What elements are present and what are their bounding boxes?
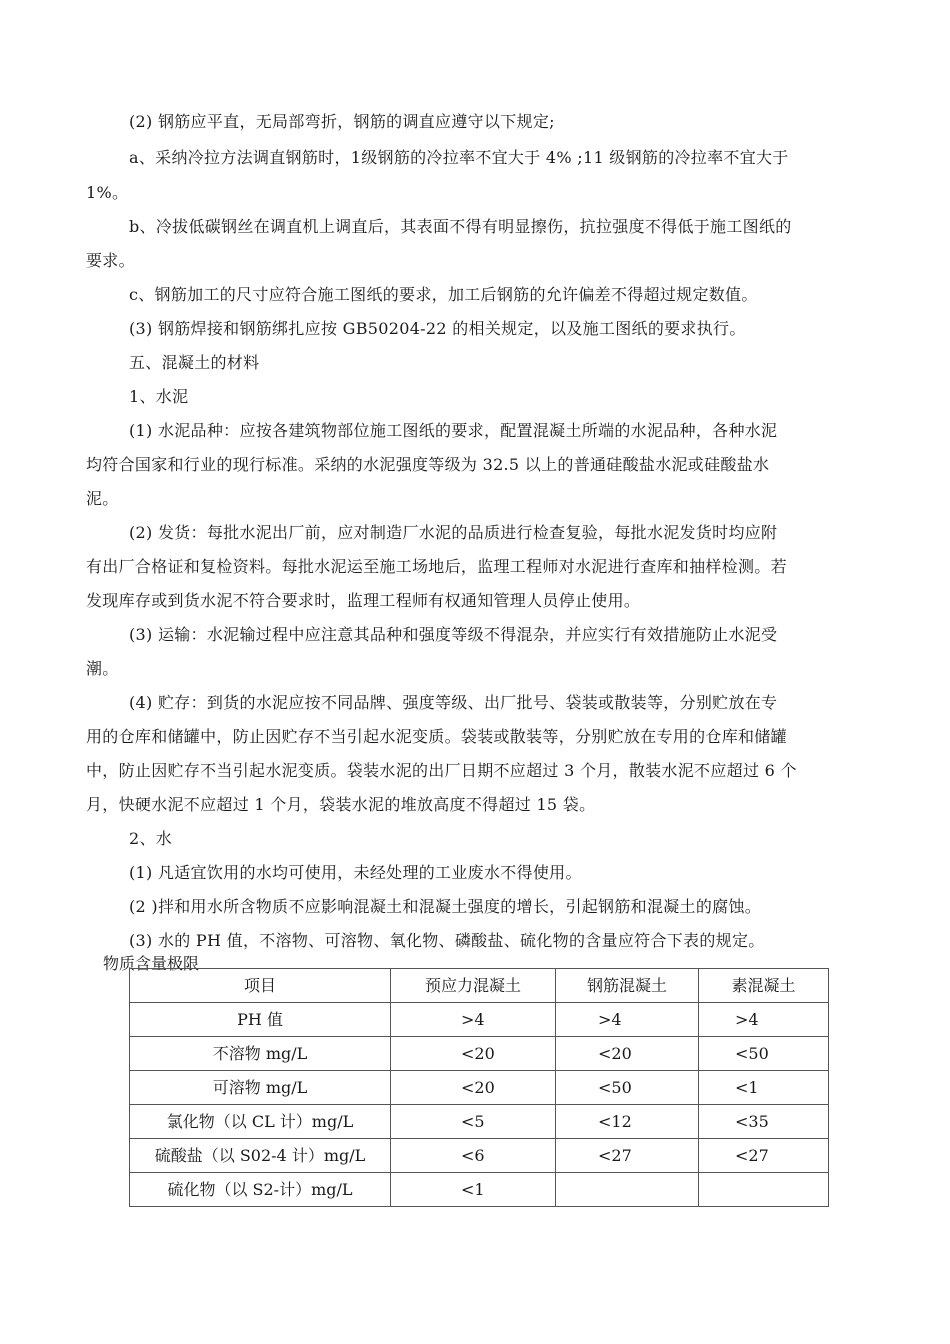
table-cell: <1 [391, 1173, 556, 1207]
paragraph-line: 要求。 [86, 251, 135, 270]
table-cell: <50 [556, 1071, 699, 1105]
subsection-heading: 2、水 [129, 829, 173, 848]
table-cell: <20 [391, 1071, 556, 1105]
table-cell: <27 [699, 1139, 829, 1173]
paragraph-line: (2 )拌和用水所含物质不应影响混凝土和混凝土强度的增长，引起钢筋和混凝土的腐蚀。 [129, 897, 762, 916]
table-cell: 氯化物（以 CL 计）mg/L [130, 1105, 391, 1139]
paragraph-line: 发现库存或到货水泥不符合要求时，监理工程师有权通知管理人员停止使用。 [86, 591, 641, 610]
paragraph-line: (1) 水泥品种：应按各建筑物部位施工图纸的要求，配置混凝土所端的水泥品种，各种水泥 [129, 421, 778, 440]
paragraph-line: 泥。 [86, 489, 119, 508]
table-row [130, 1071, 829, 1105]
subsection-heading: 1、水泥 [129, 387, 189, 406]
paragraph-line: b、冷拔低碳钢丝在调直机上调直后，其表面不得有明显擦伤，抗拉强度不得低于施工图纸的 [129, 217, 792, 236]
paragraph-line: (1) 凡适宜饮用的水均可使用，未经处理的工业废水不得使用。 [129, 863, 582, 882]
paragraph-line: 中，防止因贮存不当引起水泥变质。袋装水泥的出厂日期不应超过 3 个月，散装水泥不应超过 6 个 [86, 761, 797, 780]
table-cell: <1 [699, 1071, 829, 1105]
table-cell: 可溶物 mg/L [130, 1071, 391, 1105]
table-caption: 物质含量极限 [103, 954, 200, 973]
table-cell: >4 [556, 1003, 699, 1037]
table-cell: <50 [699, 1037, 829, 1071]
table-cell: <6 [391, 1139, 556, 1173]
table-cell: 硫化物（以 S2-计）mg/L [130, 1173, 391, 1207]
table-cell: <27 [556, 1139, 699, 1173]
header-cell-item: 项目 [130, 969, 391, 1003]
table-cell: <5 [391, 1105, 556, 1139]
table-cell: 不溶物 mg/L [130, 1037, 391, 1071]
paragraph-line: (2) 钢筋应平直，无局部弯折，钢筋的调直应遵守以下规定; [129, 112, 555, 131]
header-cell-reinforced: 钢筋混凝土 [556, 969, 699, 1003]
header-cell-prestressed: 预应力混凝土 [391, 969, 556, 1003]
paragraph-line: (2) 发货：每批水泥出厂前，应对制造厂水泥的品质进行检查复验，每批水泥发货时均应附 [129, 523, 778, 542]
table-cell [556, 1173, 699, 1207]
table-cell: 硫酸盐（以 S02-4 计）mg/L [130, 1139, 391, 1173]
paragraph-line: (3) 运输：水泥输过程中应注意其品种和强度等级不得混杂，并应实行有效措施防止水泥受 [129, 625, 778, 644]
paragraph-line: 月，快硬水泥不应超过 1 个月，袋装水泥的堆放高度不得超过 15 袋。 [86, 795, 596, 814]
table-cell: <20 [391, 1037, 556, 1071]
paragraph-line: a、采纳冷拉方法调直钢筋时，1级钢筋的冷拉率不宜大于 4% ;11 级钢筋的冷拉率不宜大于 [129, 148, 789, 167]
section-heading: 五、混凝土的材料 [129, 353, 260, 372]
table-row [130, 1037, 829, 1071]
paragraph-line: c、钢筋加工的尺寸应符合施工图纸的要求，加工后钢筋的允许偏差不得超过规定数值。 [129, 285, 758, 304]
table-cell: PH 值 [130, 1003, 391, 1037]
table-cell: >4 [699, 1003, 829, 1037]
paragraph-line: (4) 贮存：到货的水泥应按不同品牌、强度等级、出厂批号、袋装或散装等，分别贮放在专 [129, 693, 778, 712]
paragraph-line: (3) 钢筋焊接和钢筋绑扎应按 GB50204-22 的相关规定，以及施工图纸的要求执行。 [129, 319, 746, 338]
table-cell [699, 1173, 829, 1207]
table-header-row [130, 969, 829, 1003]
table-cell: >4 [391, 1003, 556, 1037]
table-cell: <20 [556, 1037, 699, 1071]
paragraph-line: 用的仓库和储罐中，防止因贮存不当引起水泥变质。袋装或散装等，分别贮放在专用的仓库和储罐 [86, 727, 787, 746]
table-row [130, 1139, 829, 1173]
table-row [130, 1003, 829, 1037]
paragraph-line: 均符合国家和行业的现行标准。采纳的水泥强度等级为 32.5 以上的普通硅酸盐水泥或硅酸盐水 [86, 455, 770, 474]
substance-limits-table [129, 968, 829, 1207]
paragraph-line: 潮。 [86, 659, 119, 678]
table-cell: <12 [556, 1105, 699, 1139]
paragraph-line: 有出厂合格证和复检资料。每批水泥运至施工场地后，监理工程师对水泥进行查库和抽样检测。若 [86, 557, 787, 576]
table-row [130, 1105, 829, 1139]
paragraph-line: (3) 水的 PH 值，不溶物、可溶物、氧化物、磷酸盐、硫化物的含量应符合下表的规定。 [129, 931, 765, 950]
paragraph-line: 1%。 [86, 183, 129, 202]
table-row [130, 1173, 829, 1207]
table-cell: <35 [699, 1105, 829, 1139]
header-cell-plain: 素混凝土 [699, 969, 829, 1003]
